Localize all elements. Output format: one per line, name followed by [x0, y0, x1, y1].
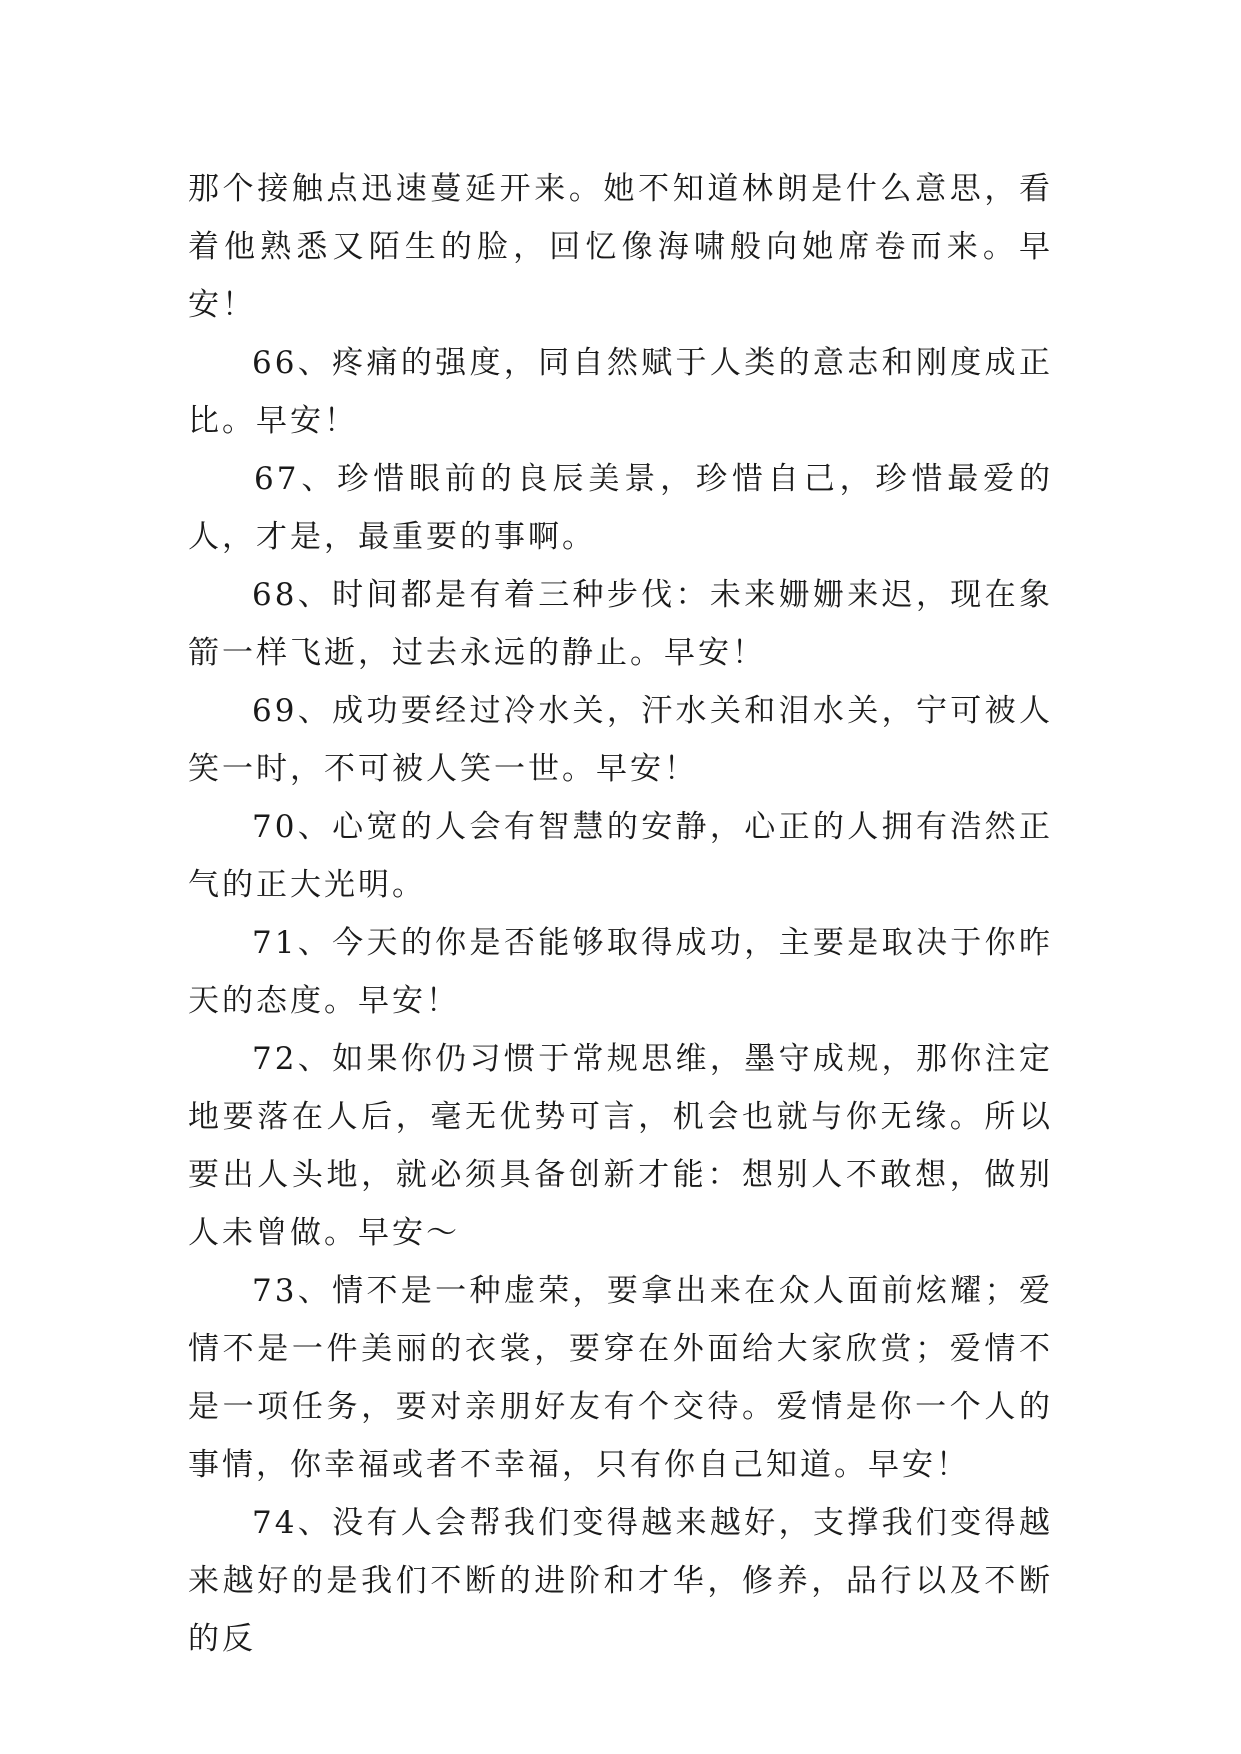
- paragraph-68: 68、时间都是有着三种步伐：未来姗姗来迟，现在象箭一样飞逝，过去永远的静止。早安！: [188, 577, 1053, 671]
- document-body: [188, 160, 1053, 1668]
- paragraph-74: 74、没有人会帮我们变得越来越好，支撑我们变得越来越好的是我们不断的进阶和才华，修养，品行以及不断的反: [188, 1505, 1053, 1657]
- paragraph-67: 67、珍惜眼前的良辰美景，珍惜自己，珍惜最爱的人，才是，最重要的事啊。: [188, 461, 1053, 555]
- paragraph-continuation: 那个接触点迅速蔓延开来。她不知道林朗是什么意思，看着他熟悉又陌生的脸，回忆像海啸般向她席卷而来。早安！: [188, 171, 1053, 323]
- paragraph-66: 66、疼痛的强度，同自然赋于人类的意志和刚度成正比。早安！: [188, 345, 1053, 439]
- paragraph-70: 70、心宽的人会有智慧的安静，心正的人拥有浩然正气的正大光明。: [188, 809, 1053, 903]
- paragraph-69: 69、成功要经过冷水关，汗水关和泪水关，宁可被人笑一时，不可被人笑一世。早安！: [188, 693, 1053, 787]
- paragraph-72: 72、如果你仍习惯于常规思维，墨守成规，那你注定地要落在人后，毫无优势可言，机会也就与你无缘。所以要出人头地，就必须具备创新才能：想别人不敢想，做别人未曾做。早安～: [188, 1041, 1053, 1251]
- paragraph-71: 71、今天的你是否能够取得成功，主要是取决于你昨天的态度。早安！: [188, 925, 1053, 1019]
- paragraph-73: 73、情不是一种虚荣，要拿出来在众人面前炫耀；爱情不是一件美丽的衣裳，要穿在外面给大家欣赏；爱情不是一项任务，要对亲朋好友有个交待。爱情是你一个人的事情，你幸福或者不幸福，只有你自己知道。早安！: [188, 1273, 1053, 1483]
